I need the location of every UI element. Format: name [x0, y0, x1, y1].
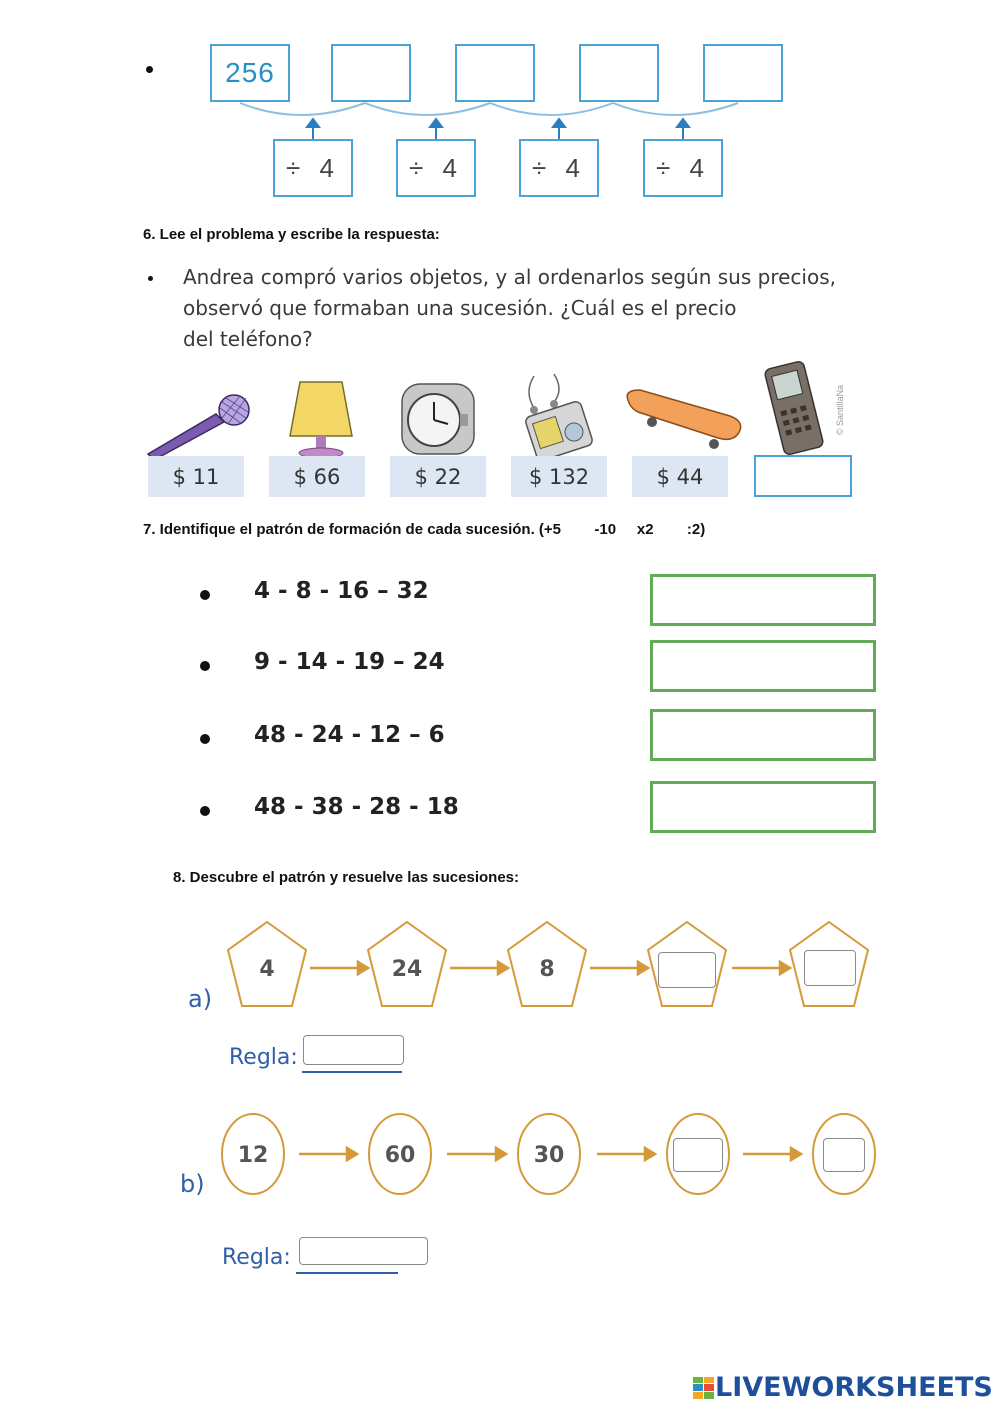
operation-box: ÷ 4 [396, 139, 476, 197]
answer-box[interactable] [673, 1138, 723, 1172]
pattern-answer-box[interactable] [650, 574, 876, 626]
pattern-answer-box[interactable] [650, 781, 876, 833]
oval-value: 60 [384, 1143, 416, 1168]
skateboard-icon [622, 382, 747, 452]
bullet [146, 66, 153, 73]
answer-box[interactable] [658, 952, 716, 988]
section-6-heading: 6. Lee el problema y escribe la respuesta: [143, 226, 440, 243]
answer-box[interactable] [804, 950, 856, 986]
bullet [200, 806, 210, 816]
bullet [148, 276, 153, 281]
pattern-answer-box[interactable] [650, 709, 876, 761]
price-label: $ 11 [148, 456, 244, 497]
pentagon-value: 8 [539, 957, 555, 982]
answer-box[interactable] [579, 44, 659, 102]
phone-price-answer-box[interactable] [754, 455, 852, 497]
section-7-heading: 7. Identifique el patrón de formación de cada sucesión. (+5 -10 x2 :2) [143, 521, 706, 538]
liveworksheets-logo [693, 1372, 993, 1403]
watch-icon [388, 380, 488, 458]
operation-box: ÷ 4 [643, 139, 723, 197]
pentagon-value: 24 [391, 957, 423, 982]
bullet [200, 734, 210, 744]
price-label: $ 66 [269, 456, 365, 497]
problem-text [183, 262, 843, 355]
rule-label: Regla: [229, 1045, 298, 1070]
sequence-text: 4 - 8 - 16 – 32 [254, 578, 429, 604]
sequence-text: 48 - 24 - 12 – 6 [254, 722, 445, 748]
rule-answer-box[interactable] [303, 1035, 404, 1065]
oval-sequence [215, 1108, 885, 1200]
price-label: $ 44 [632, 456, 728, 497]
rule-label: Regla: [222, 1245, 291, 1270]
start-value-box: 256 [210, 44, 290, 102]
price-label: $ 132 [511, 456, 607, 497]
music-player-icon [514, 372, 609, 458]
rule-underline [302, 1071, 402, 1073]
part-a-label: a) [188, 985, 213, 1013]
pentagon-value: 4 [259, 957, 275, 982]
answer-box[interactable] [455, 44, 535, 102]
problem-line: observó que formaban una sucesión. ¿Cuál es el precio [183, 296, 737, 320]
pentagon-sequence [220, 916, 880, 1016]
oval-value: 12 [237, 1143, 269, 1168]
operation-box: ÷ 4 [519, 139, 599, 197]
operation-box: ÷ 4 [273, 139, 353, 197]
rule-answer-box[interactable] [299, 1237, 428, 1265]
pattern-answer-box[interactable] [650, 640, 876, 692]
bullet [200, 661, 210, 671]
answer-box[interactable] [823, 1138, 865, 1172]
problem-line: Andrea compró varios objetos, y al ordenarlos según sus precios, [183, 265, 836, 289]
section-8-heading: 8. Descubre el patrón y resuelve las sucesiones: [173, 869, 519, 886]
sequence-text: 9 - 14 - 19 – 24 [254, 649, 445, 675]
part-b-label: b) [180, 1170, 205, 1198]
answer-box[interactable] [703, 44, 783, 102]
answer-box[interactable] [331, 44, 411, 102]
problem-line: del teléfono? [183, 327, 313, 351]
chain-arrows [200, 95, 800, 145]
microphone-icon [146, 392, 256, 462]
cellphone-icon [760, 358, 840, 456]
lamp-icon [282, 378, 362, 460]
copyright-note: © SantillaNa [835, 384, 846, 436]
logo-mark-icon [693, 1375, 715, 1401]
sequence-text: 48 - 38 - 28 - 18 [254, 794, 459, 820]
oval-value: 30 [533, 1143, 565, 1168]
price-label: $ 22 [390, 456, 486, 497]
brand-name: LIVEWORKSHEETS [715, 1372, 993, 1403]
rule-underline [296, 1272, 398, 1274]
bullet [200, 590, 210, 600]
